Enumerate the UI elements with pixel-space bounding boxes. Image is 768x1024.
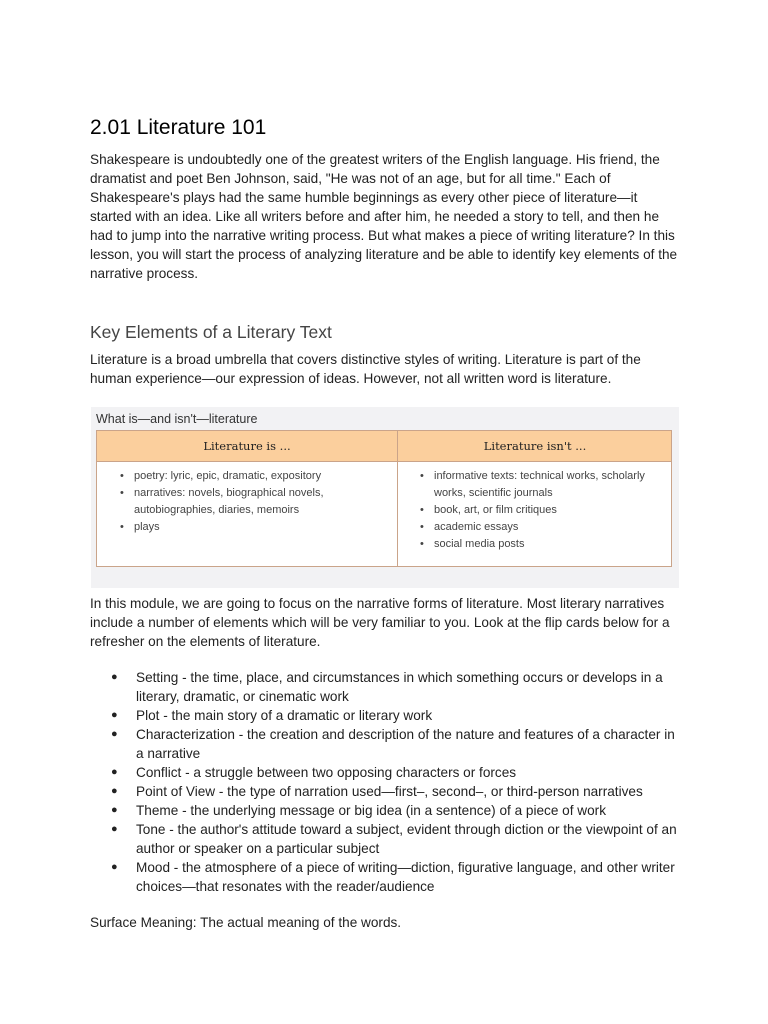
element-theme: ● Theme - the underlying message or big idea (in a sentence) of a piece of work — [90, 801, 680, 820]
comparison-table — [96, 430, 672, 567]
element-point-of-view: ● Point of View - the type of narration used—first–, second–, or third-person narratives — [90, 782, 680, 801]
element-conflict: ● Conflict - a struggle between two opposing characters or forces — [90, 763, 680, 782]
element-tone: ● Tone - the author's attitude toward a subject, evident through diction or the viewpoint of an author or speaker on a particular subject — [90, 820, 680, 858]
literature-comparison-figure — [91, 407, 679, 588]
list-item: • academic essays — [417, 519, 667, 536]
list-item: • poetry: lyric, epic, dramatic, expository — [117, 468, 387, 485]
literature-isnt-list — [417, 468, 667, 553]
column-heading-isnt: Literature isn't ... — [483, 439, 587, 453]
element-mood: ● Mood - the atmosphere of a piece of writing—diction, figurative language, and other writer choices—that resonates with the reader/audience — [90, 858, 680, 896]
list-item: • narratives: novels, biographical novels, autobiographies, diaries, memoirs — [117, 485, 387, 519]
page-title: 2.01 Literature 101 — [90, 116, 267, 139]
module-paragraph: In this module, we are going to focus on the narrative forms of literature. Most literary narratives include a number of elements which will be very familiar to you. Look at the flip cards below for a refresher on the elements of literature. — [90, 596, 670, 649]
column-heading-is: Literature is ... — [203, 439, 291, 453]
list-item: • social media posts — [417, 536, 667, 553]
column-divider — [397, 431, 398, 566]
intro-paragraph: Shakespeare is undoubtedly one of the greatest writers of the English language. His friend, the dramatist and poet Ben Johnson, said, "He was not of an age, but for all time." Each of Shakespeare's plays had the same humble beginnings as every other piece of literature—it started with an idea. Like all writers before and after him, he needed a story to tell, and then he had to jump into the narrative writing process. But what makes a piece of writing literature? In this lesson, you will start the process of analyzing literature and be able to identify key elements of the narrative process. — [90, 152, 678, 281]
list-item: • plays — [117, 519, 387, 536]
surface-meaning-paragraph: Surface Meaning: The actual meaning of the words. — [90, 915, 402, 930]
literature-is-list — [117, 468, 387, 536]
section-paragraph: Literature is a broad umbrella that covers distinctive styles of writing. Literature is part of the human experience—our expression of ideas. However, not all written word is literature. — [90, 352, 641, 386]
literary-elements-list — [90, 668, 680, 896]
list-item: • book, art, or film critiques — [417, 502, 667, 519]
table-header-row — [97, 431, 671, 462]
element-characterization: ● Characterization - the creation and description of the nature and features of a character in a narrative — [90, 725, 680, 763]
list-item: • informative texts: technical works, scholarly works, scientific journals — [417, 468, 667, 502]
element-plot: ● Plot - the main story of a dramatic or literary work — [90, 706, 680, 725]
element-setting: ● Setting - the time, place, and circumstances in which something occurs or develops in a literary, dramatic, or cinematic work — [90, 668, 680, 706]
figure-caption: What is—and isn't—literature — [96, 412, 258, 426]
section-heading: Key Elements of a Literary Text — [90, 322, 332, 342]
